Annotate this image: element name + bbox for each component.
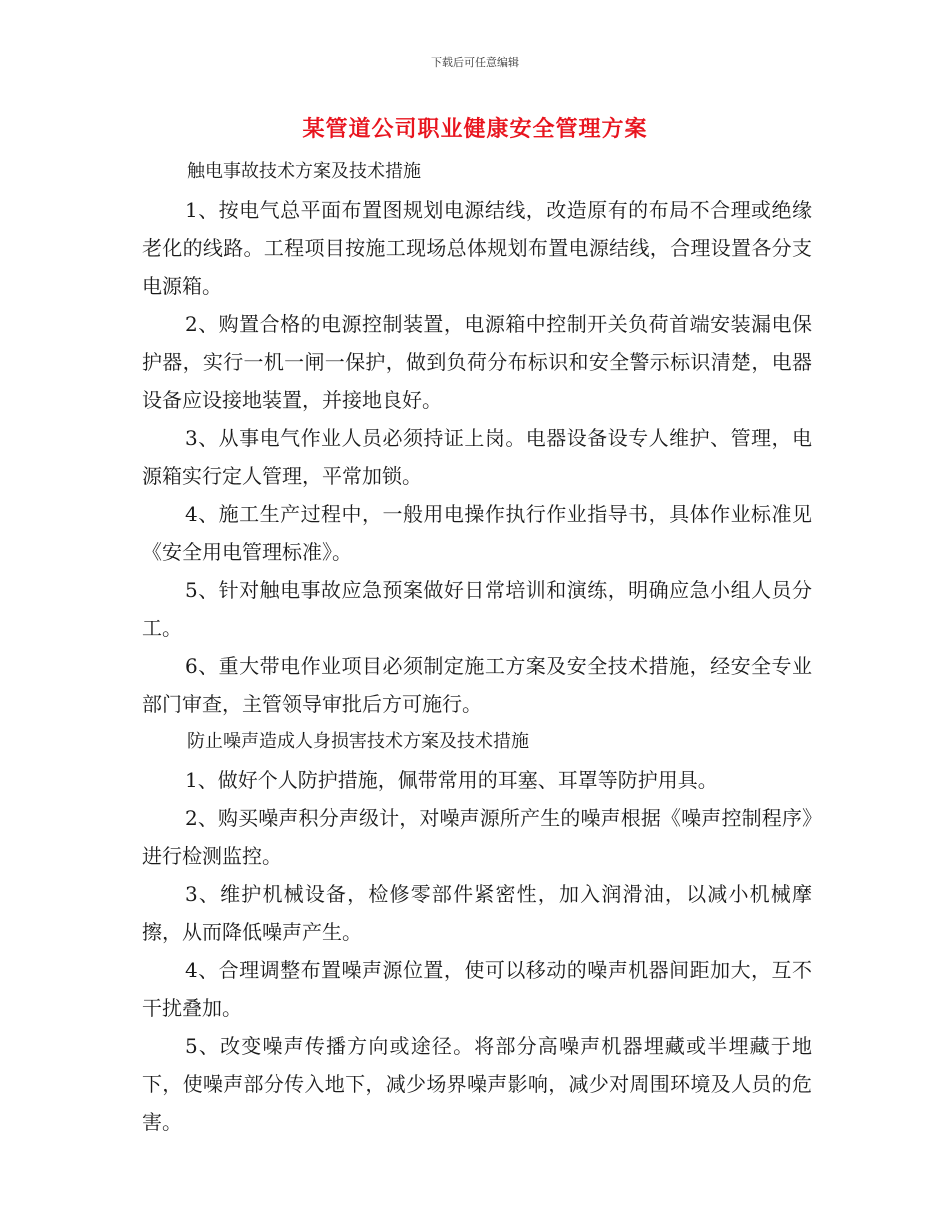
paragraph-electric-4: 4、施工生产过程中，一般用电操作执行作业指导书，具体作业标准见《安全用电管理标准》。 — [142, 502, 812, 564]
paragraph-noise-1: 1、做好个人防护措施，佩带常用的耳塞、耳罩等防护用具。 — [185, 768, 718, 792]
paragraph-noise-2: 2、购买噪声积分声级计，对噪声源所产生的噪声根据《噪声控制程序》进行检测监控。 — [142, 806, 812, 868]
paragraph-electric-5: 5、针对触电事故应急预案做好日常培训和演练，明确应急小组人员分工。 — [142, 578, 812, 640]
paragraph-noise-3: 3、维护机械设备，检修零部件紧密性，加入润滑油，以减小机械摩擦，从而降低噪声产生。 — [142, 882, 812, 944]
section-heading-electric-shock: 触电事故技术方案及技术措施 — [187, 161, 421, 182]
page-header-note: 下载后可任意编辑 — [431, 56, 519, 69]
paragraph-noise-4: 4、合理调整布置噪声源位置，使可以移动的噪声机器间距加大，互不干扰叠加。 — [142, 958, 812, 1020]
paragraph-electric-6: 6、重大带电作业项目必须制定施工方案及安全技术措施，经安全专业部门审查，主管领导审批后方可施行。 — [142, 654, 812, 716]
paragraph-electric-3: 3、从事电气作业人员必须持证上岗。电器设备设专人维护、管理，电源箱实行定人管理，平常加锁。 — [142, 426, 812, 488]
paragraph-noise-5: 5、改变噪声传播方向或途径。将部分高噪声机器埋藏或半埋藏于地下，使噪声部分传入地下，减少场界噪声影响，减少对周围环境及人员的危害。 — [142, 1034, 812, 1134]
document-title: 某管道公司职业健康安全管理方案 — [302, 117, 648, 142]
document-body — [142, 153, 812, 1141]
paragraph-electric-2: 2、购置合格的电源控制装置，电源箱中控制开关负荷首端安装漏电保护器，实行一机一闸一保护，做到负荷分布标识和安全警示标识清楚，电器设备应设接地装置，并接地良好。 — [142, 312, 812, 412]
section-heading-noise: 防止噪声造成人身损害技术方案及技术措施 — [187, 731, 529, 752]
paragraph-electric-1: 1、按电气总平面布置图规划电源结线，改造原有的布局不合理或绝缘老化的线路。工程项目按施工现场总体规划布置电源结线，合理设置各分支电源箱。 — [142, 198, 812, 298]
